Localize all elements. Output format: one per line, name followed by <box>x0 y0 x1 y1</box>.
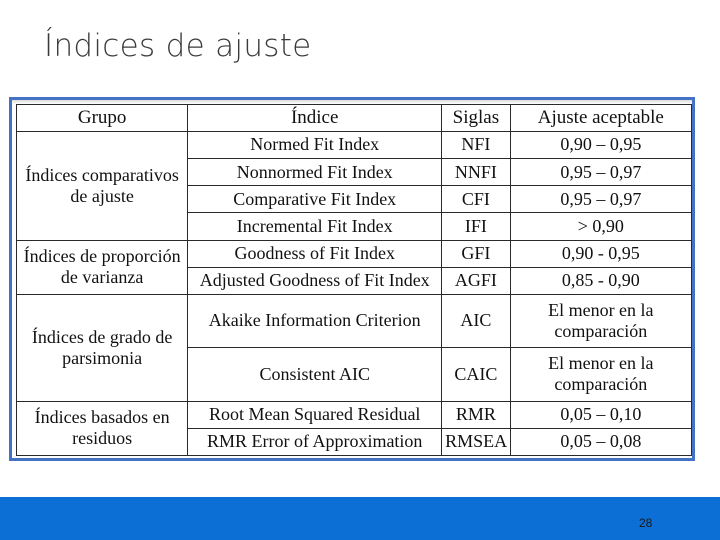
table-row <box>17 401 692 428</box>
indice-cell: Comparative Fit Index <box>188 186 442 213</box>
siglas-cell: RMR <box>442 401 511 428</box>
indice-cell: Normed Fit Index <box>188 132 442 159</box>
table-row <box>17 240 692 267</box>
siglas-cell: GFI <box>442 240 511 267</box>
ajuste-cell: 0,95 – 0,97 <box>510 186 691 213</box>
siglas-cell: RMSEA <box>442 428 511 455</box>
fit-indices-table <box>16 104 692 456</box>
siglas-cell: IFI <box>442 213 511 240</box>
siglas-cell: AGFI <box>442 267 511 294</box>
indice-cell: Akaike Information Criterion <box>188 294 442 347</box>
footer-bar <box>0 497 720 540</box>
ajuste-cell: 0,90 – 0,95 <box>510 132 691 159</box>
header-ajuste: Ajuste aceptable <box>510 105 691 132</box>
ajuste-cell: El menor en la comparación <box>510 294 691 347</box>
indice-cell: Adjusted Goodness of Fit Index <box>188 267 442 294</box>
indice-cell: Incremental Fit Index <box>188 213 442 240</box>
table-row <box>17 132 692 159</box>
ajuste-cell: 0,05 – 0,10 <box>510 401 691 428</box>
indice-cell: Consistent AIC <box>188 348 442 401</box>
indice-cell: RMR Error of Approximation <box>188 428 442 455</box>
siglas-cell: NFI <box>442 132 511 159</box>
slide-title: Índices de ajuste <box>44 28 312 64</box>
siglas-cell: CAIC <box>442 348 511 401</box>
header-row <box>17 105 692 132</box>
siglas-cell: NNFI <box>442 159 511 186</box>
page-number: 28 <box>639 516 653 530</box>
siglas-cell: AIC <box>442 294 511 347</box>
group-cell: Índices comparativos de ajuste <box>17 132 188 241</box>
indice-cell: Goodness of Fit Index <box>188 240 442 267</box>
table-row <box>17 294 692 347</box>
ajuste-cell: > 0,90 <box>510 213 691 240</box>
table-image-frame <box>9 97 695 461</box>
ajuste-cell: El menor en la comparación <box>510 348 691 401</box>
indice-cell: Root Mean Squared Residual <box>188 401 442 428</box>
group-cell: Índices de proporción de varianza <box>17 240 188 294</box>
ajuste-cell: 0,85 - 0,90 <box>510 267 691 294</box>
header-grupo: Grupo <box>17 105 188 132</box>
header-indice: Índice <box>188 105 442 132</box>
group-cell: Índices de grado de parsimonia <box>17 294 188 401</box>
group-cell: Índices basados en residuos <box>17 401 188 455</box>
ajuste-cell: 0,95 – 0,97 <box>510 159 691 186</box>
ajuste-cell: 0,90 - 0,95 <box>510 240 691 267</box>
siglas-cell: CFI <box>442 186 511 213</box>
header-siglas: Siglas <box>442 105 511 132</box>
ajuste-cell: 0,05 – 0,08 <box>510 428 691 455</box>
indice-cell: Nonnormed Fit Index <box>188 159 442 186</box>
